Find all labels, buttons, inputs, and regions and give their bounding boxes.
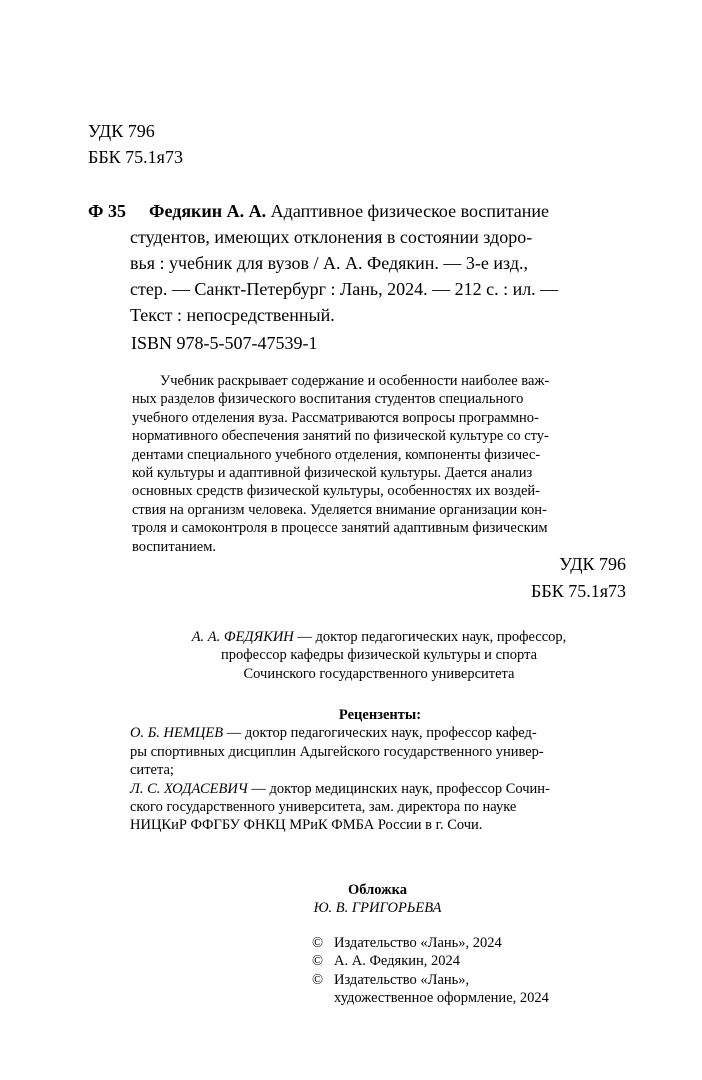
- cover-credit: [300, 881, 455, 918]
- catalog-line: студентов, имеющих отклонения в состоянии здоро-: [130, 227, 533, 247]
- author-info: [130, 628, 628, 683]
- cover-label: Обложка: [347, 882, 408, 898]
- author-info-line: [130, 628, 628, 646]
- annotation-line: ствия на организм человека. Уделяется внимание организации кон-: [132, 501, 547, 518]
- copyright-text: Издательство «Лань», 2024: [334, 935, 502, 951]
- annotation-line: ных разделов физического воспитания студентов специального: [132, 391, 524, 408]
- reviewer-credentials: — доктор медицинских наук, профессор Сочин-: [247, 780, 550, 797]
- catalog-entry-continuation: [131, 224, 628, 328]
- catalog-line: Адаптивное физическое воспитание: [270, 201, 550, 221]
- reviewer-name: Л. С. ХОДАСЕВИЧ: [130, 780, 248, 797]
- reviewer-name: О. Б. НЕМЦЕВ: [130, 725, 224, 742]
- copyright-text: А. А. Федякин, 2024: [334, 953, 461, 970]
- reviewers-block: [130, 706, 630, 835]
- bbk-code-bottom: ББК 75.1я73: [531, 581, 626, 601]
- annotation-line: основных средств физической культуры, особенностях их воздей-: [132, 483, 541, 500]
- reviewer-line: [130, 780, 630, 798]
- author-info-line: профессор кафедры физической культуры и спорта: [220, 647, 538, 664]
- author-credentials: — доктор педагогических наук, профессор,: [293, 629, 567, 645]
- cover-designer: Ю. В. ГРИГОРЬЕВА: [313, 900, 442, 917]
- reviewer-line: НИЦКиР ФФГБУ ФНКЦ МРиК ФМБА России в г. Сочи.: [130, 817, 483, 834]
- reviewer-credentials: — доктор педагогических наук, профессор кафед-: [223, 725, 537, 742]
- annotation-line: дентами специального учебного отделения, компоненты физичес-: [132, 446, 541, 463]
- copyright-text: художественное оформление, 2024: [334, 990, 549, 1007]
- copyright-block: [312, 934, 632, 1008]
- catalog-author-name: Федякин А. А.: [149, 201, 267, 221]
- catalog-first-line: [88, 198, 628, 224]
- annotation-line: учебного отделения вуза. Рассматриваются вопросы программно-: [132, 409, 539, 426]
- copyright-line: [312, 989, 632, 1007]
- copyright-line: [312, 952, 632, 970]
- annotation-line: кой культуры и адаптивной физической культуры. Дается анализ: [132, 465, 533, 482]
- annotation-line: нормативного обеспечения занятий по физической культуре со сту-: [132, 428, 549, 445]
- copyright-icon: ©: [312, 935, 324, 951]
- copyright-line: [312, 934, 632, 952]
- annotation-line: воспитанием.: [132, 538, 217, 555]
- reviewer-line: ры спортивных дисциплин Адыгейского государственного универ-: [130, 743, 544, 760]
- copyright-line: [312, 971, 632, 989]
- catalog-record: [88, 198, 628, 328]
- copyright-icon: ©: [312, 971, 324, 988]
- author-name: А. А. ФЕДЯКИН: [191, 629, 294, 645]
- bbk-code-top: ББК 75.1я73: [88, 147, 183, 167]
- catalog-line: стер. — Санкт-Петербург : Лань, 2024. — 212 с. : ил. —: [130, 279, 559, 299]
- reviewer-line: ситета;: [130, 762, 174, 779]
- isbn: ISBN 978-5-507-47539-1: [131, 333, 318, 353]
- author-info-line: Сочинского государственного университета: [243, 665, 515, 682]
- reviewer-line: ского государственного университета, зам. директора по науке: [130, 799, 517, 816]
- udk-code-top: УДК 796: [88, 121, 155, 141]
- reviewer-line: [130, 724, 630, 742]
- udk-code-bottom: УДК 796: [559, 554, 626, 574]
- annotation-line: троля и самоконтроля в процессе занятий адаптивным физическим: [132, 520, 548, 537]
- copyright-icon: ©: [312, 953, 324, 970]
- catalog-line: Текст : непосредственный.: [130, 305, 335, 325]
- author-sign-code: Ф 35: [88, 201, 126, 221]
- annotation: [132, 372, 629, 556]
- reviewers-heading: Рецензенты:: [338, 707, 422, 723]
- catalog-line: вья : учебник для вузов / А. А. Федякин. — 3-е изд.,: [130, 253, 528, 273]
- copyright-text: Издательство «Лань»,: [334, 971, 470, 988]
- annotation-line: Учебник раскрывает содержание и особенности наиболее важ-: [160, 373, 550, 389]
